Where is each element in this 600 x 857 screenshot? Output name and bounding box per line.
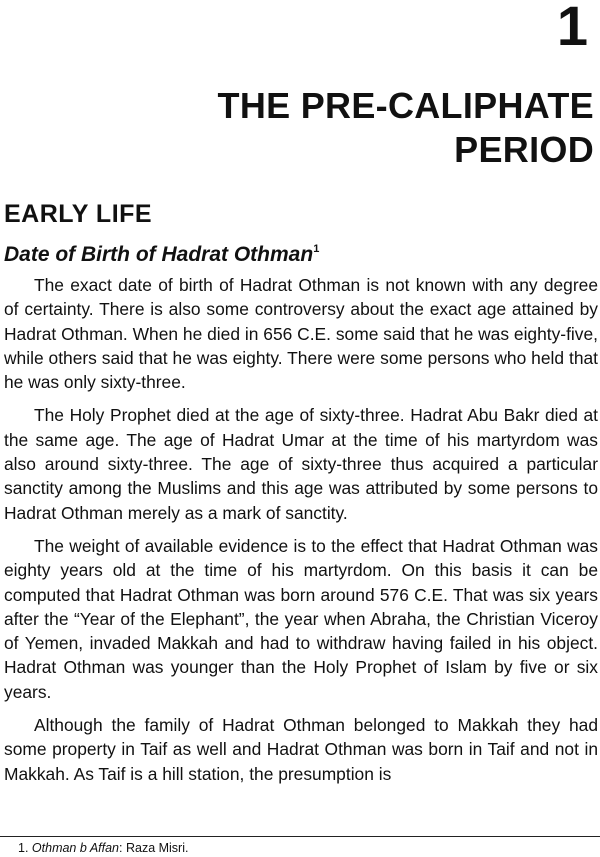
paragraph: The weight of available evidence is to the effect that Hadrat Othman was eighty years old at the time of his martyrdom. On this basis it can be computed that Hadrat Othman was born around 576 C.E. That was six years after the “Year of the Elephant”, the year when Abraha, the Christian Viceroy of Yemen, invaded Makkah and had to withdraw having failed in his object. Hadrat Othman was younger than the Holy Prophet of Islam by five or six years. xyxy=(4,535,598,702)
chapter-number: 1 xyxy=(556,0,588,57)
footnote xyxy=(18,841,188,856)
paragraph: Although the family of Hadrat Othman belonged to Makkah they had some property in Taif as well and Hadrat Othman was born in Taif and not in Makkah. As Taif is a hill station, the presumption is xyxy=(4,715,598,784)
chapter-title-line-2: PERIOD xyxy=(454,129,594,170)
footnote-reference[interactable]: 1 xyxy=(313,243,320,255)
chapter-title-line-1: THE PRE-CALIPHATE xyxy=(217,85,594,126)
paragraph: The exact date of birth of Hadrat Othman is not known with any degree of certainty. There is also some controversy about the exact age attained by Hadrat Othman. When he died in 656 C.E. some said that he was eighty-five, while others said that he was eighty. There were some persons who held that he was only sixty-three. xyxy=(4,275,598,393)
paragraph: The Holy Prophet died at the age of sixty-three. Hadrat Abu Bakr died at the same age. The age of Hadrat Umar at the time of his martyrdom was also around sixty-three. The age of sixty-three thus acquired a particular sanctity among the Muslims and this age was attributed by some persons to Hadrat Othman merely as a mark of sanctity. xyxy=(4,405,598,523)
chapter-title xyxy=(218,84,594,172)
footnote-number: 1. xyxy=(18,841,29,855)
sub-heading-text: Date of Birth of Hadrat Othman xyxy=(4,243,314,266)
sub-heading xyxy=(4,243,319,267)
footnote-title: Othman b Affan xyxy=(31,841,120,855)
footnote-divider xyxy=(0,836,600,837)
section-heading: EARLY LIFE xyxy=(4,200,153,228)
footnote-source: : Raza Misri. xyxy=(119,841,189,855)
body-text xyxy=(4,273,598,795)
